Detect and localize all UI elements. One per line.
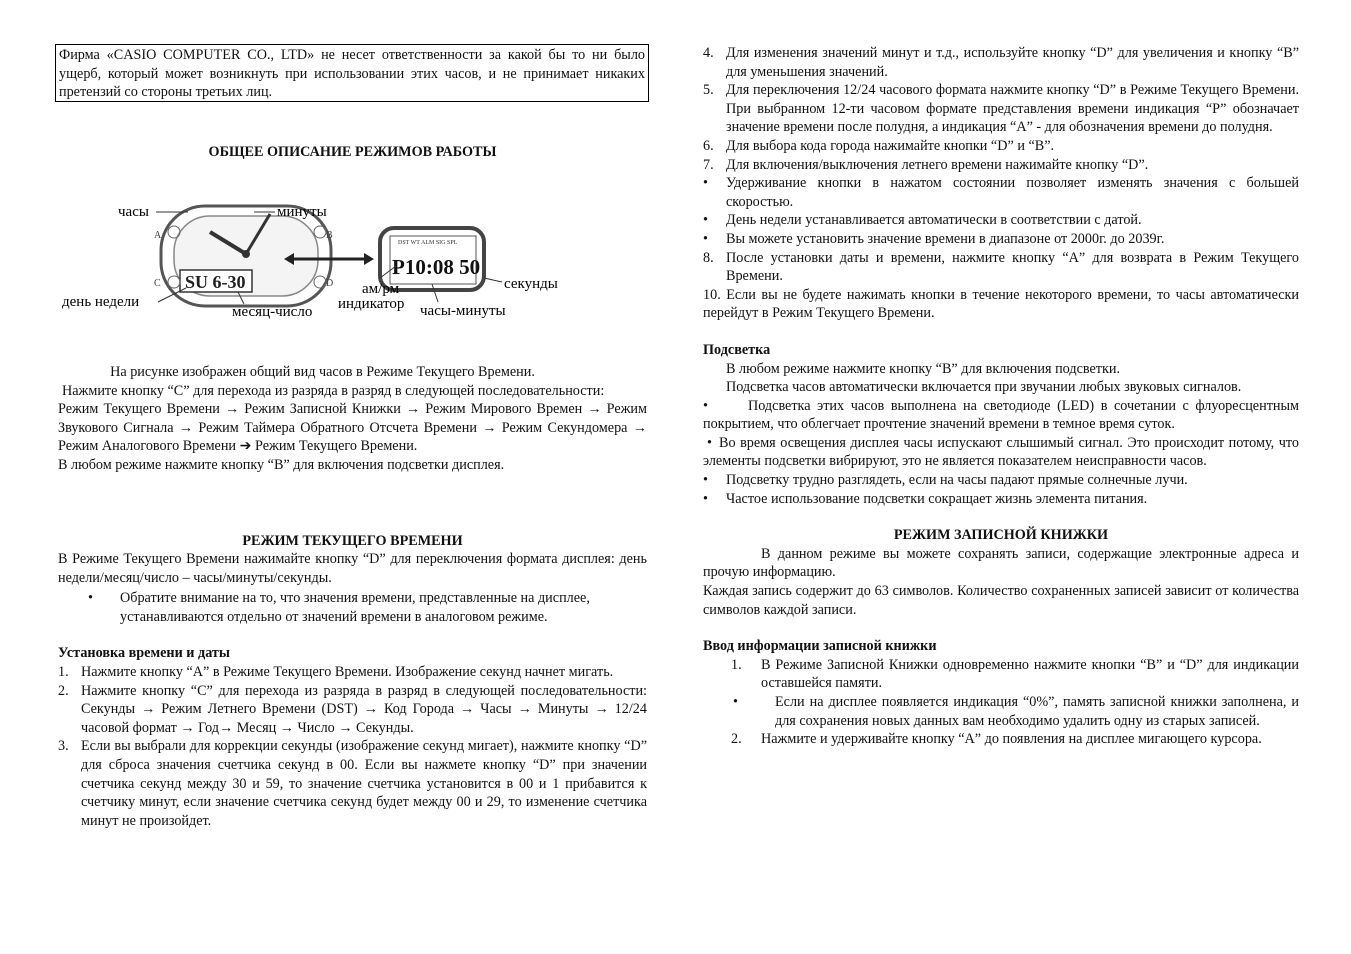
btn-c: C: [154, 278, 161, 289]
step-item: • День недели устанавливается автоматически в соответствии с датой.: [703, 212, 1142, 229]
step-item: 5. Для переключения 12/24 часового формата нажмите кнопку “D” в Режиме Текущего Времени. При выбранном 12-ти часовом формате представления времени индикация “Р” обозначает значение времени после полудня, а индикация “А” - для обозначения времени до полудня.: [703, 82, 1299, 136]
light-b1: • Подсветка этих часов выполнена на светодиоде (LED) в сочетании с флуоресцентным покрытием, что облегчает прочтение значений времени в темное время суток.: [703, 397, 1299, 433]
label-hours: часы: [118, 204, 149, 220]
label-seconds: секунды: [504, 276, 558, 292]
bullet: •: [88, 590, 93, 607]
step-10: 10. Если вы не будете нажимать кнопки в течение некоторого времени, то часы автоматически перейдут в Режим Текущего Времени.: [703, 286, 1299, 322]
label-ampm: ам/рм: [362, 281, 400, 297]
light-title: Подсветка: [703, 341, 771, 358]
para-button-d: В Режиме Текущего Времени нажимайте кнопку “D” для переключения формата дисплея: день недели/месяц/число – часы/минуты/секунды.: [58, 551, 647, 586]
steps-left: [58, 663, 647, 830]
nb-step-2: 2. Нажмите и удерживайте кнопку “А” до появления на дисплее мигающего курсора.: [731, 731, 1262, 748]
label-monthday: месяц-число: [232, 304, 313, 320]
right-column: [703, 44, 1299, 749]
left-column: [58, 363, 647, 475]
light-b4: • Частое использование подсветки сокращает жизнь элемента питания.: [703, 490, 1148, 507]
figure-caption: На рисунке изображен общий вид часов в Режиме Текущего Времени.: [110, 364, 535, 380]
light-b3: • Подсветку трудно разглядеть, если на часы падают прямые солнечные лучи.: [703, 472, 1188, 489]
step-item: 8. После установки даты и времени, нажмите кнопку “А” для возврата в Режим Текущего Времени.: [703, 249, 1299, 285]
step-item: 4. Для изменения значений минут и т.д., используйте кнопку “D” для увеличения и кнопку “В” для уменьшения значений.: [703, 45, 1299, 80]
disclaimer-text: Фирма «CASIO COMPUTER CO., LTD» не несет ответственности за какой бы то ни было ущерб, который может возникнуть при использовании этих часов, и не принимает никаких претензий со стороны третьих лиц.: [59, 47, 645, 101]
notebook-p2: Каждая запись содержит до 63 символов. Количество сохраненных записей зависит от количества символов каждой записи.: [703, 583, 1299, 618]
label-minutes: минуты: [277, 204, 327, 220]
setting-title: Установка времени и даты: [58, 645, 230, 662]
step-item: • Удерживание кнопки в нажатом состоянии позволяет изменять значения с большей скоростью.: [703, 175, 1299, 210]
step-item: 3. Если вы выбрали для коррекции секунды (изображение секунд мигает), нажмите кнопку “D” для сброса значения счетчика секунд в 00. Если вы нажмете кнопку “D” при значении счетчика секунд между 30 и 59, то значение счетчика установится в 00 и 1 прибавится к счетчику минут, если значение счетчика секунд будет между 00 и 29, то изменение счетчика минут не произойдет.: [58, 738, 647, 829]
nb-bullet: • Если на дисплее появляется индикация “0%”, память записной книжки заполнена, и для сохранения новых данных вам необходимо удалить одну из старых записей.: [733, 694, 1299, 729]
step-item: • Вы можете установить значение времени в диапазоне от 2000г. до 2039г.: [703, 230, 1165, 247]
disclaimer-box: [55, 44, 649, 102]
btn-b: B: [326, 230, 333, 241]
btn-d: D: [326, 278, 334, 289]
lcd-left: SU 6-30: [185, 272, 246, 292]
nb-step-1: 1. В Режиме Записной Книжки одновременно нажмите кнопки “В” и “D” для индикации оставшейся памяти.: [731, 656, 1299, 692]
light-p2: Подсветка часов автоматически включается при звучании любых звуковых сигналов.: [726, 379, 1242, 396]
para-mode-sequence: Режим Текущего Времени → Режим Записной Книжки → Режим Мирового Времен → Режим Звукового Сигнала → Режим Таймера Обратного Отсчета Времени → Режим Секундомера → Режим Аналогового Времени ➔ Режим Текущего Времени.: [58, 401, 647, 455]
lcd-top: DST WT ALM SIG SPL: [398, 240, 458, 246]
light-b2: • Во время освещения дисплея часы испускают слышимый сигнал. Это происходит потому, что элементы подсветки вибрируют, это не является показателем неисправности часов.: [703, 434, 1299, 470]
step-item: 6. Для выбора кода города нажимайте кнопки “D” и “В”.: [703, 137, 1055, 154]
para-button-c: Нажмите кнопку “С” для перехода из разряда в разряд в следующей последовательности:: [62, 382, 605, 399]
watch-figure: [58, 196, 578, 320]
section-title-modes: ОБЩЕЕ ОПИСАНИЕ РЕЖИМОВ РАБОТЫ: [208, 144, 497, 160]
note-analog: • Обратите внимание на то, что значения времени, представленные на дисплее, устанавливаются отдельно от значений времени в аналоговом режиме.: [88, 590, 590, 625]
left-column-2: [58, 550, 647, 830]
section-title-notebook: РЕЖИМ ЗАПИСНОЙ КНИЖКИ: [893, 527, 1109, 544]
label-indicator: индикатор: [338, 296, 405, 312]
lcd-right: P10:08 50: [392, 255, 481, 279]
para-button-b: В любом режиме нажмите кнопку “В” для включения подсветки дисплея.: [58, 456, 505, 473]
label-hourmin: часы-минуты: [420, 303, 506, 319]
step-item: 7. Для включения/выключения летнего времени нажимайте кнопку “D”.: [703, 156, 1149, 173]
nb-input-title: Ввод информации записной книжки: [703, 638, 937, 655]
btn-a: A: [154, 230, 162, 241]
section-title-current-time: РЕЖИМ ТЕКУЩЕГО ВРЕМЕНИ: [242, 533, 463, 549]
step-item: 1. Нажмите кнопку “А” в Режиме Текущего Времени. Изображение секунд начнет мигать.: [58, 663, 614, 680]
step-item: 2. Нажмите кнопку “С” для перехода из разряда в разряд в следующей последовательности: Секунды → Режим Летнего Времени (DST) → Код Города → Часы → Минуты → 12/24 часовой формат → Год→ Месяц → Число → Секунды.: [58, 682, 647, 736]
light-p1: В любом режиме нажмите кнопку “В” для включения подсветки.: [726, 360, 1121, 377]
notebook-p1: В данном режиме вы можете сохранять записи, содержащие электронные адреса и прочую информацию.: [703, 545, 1299, 581]
label-weekday: день недели: [62, 294, 140, 310]
